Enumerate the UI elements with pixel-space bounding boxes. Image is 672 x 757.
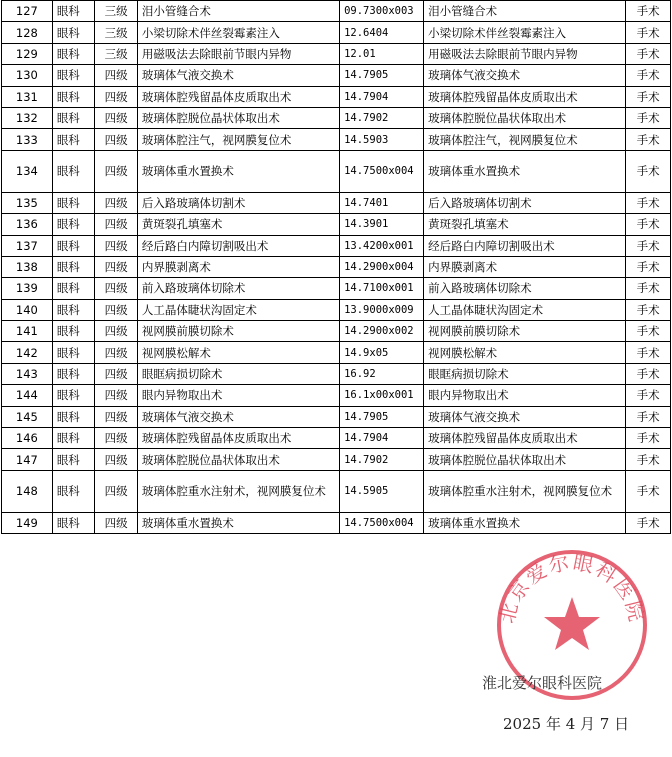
procedure-table-body	[2, 1, 671, 534]
footer-organization: 淮北爱尔眼科医院	[482, 674, 603, 692]
procedure-code-cell: 14.7500x004	[340, 512, 424, 533]
row-number: 149	[2, 512, 53, 533]
type-cell: 手术	[626, 428, 671, 449]
table-row	[2, 299, 671, 320]
department-cell: 眼科	[52, 363, 95, 384]
type-cell: 手术	[626, 449, 671, 470]
type-cell: 手术	[626, 86, 671, 107]
table-row	[2, 321, 671, 342]
row-number: 140	[2, 299, 53, 320]
department-cell: 眼科	[52, 1, 95, 22]
department-cell: 眼科	[52, 299, 95, 320]
level-cell: 四级	[95, 449, 138, 470]
procedure-name-cell: 玻璃体腔注气，视网膜复位术	[137, 129, 339, 150]
department-cell: 眼科	[52, 470, 95, 512]
level-cell: 四级	[95, 192, 138, 213]
table-row	[2, 86, 671, 107]
table-row	[2, 129, 671, 150]
procedure-code-cell: 14.7500x004	[340, 150, 424, 192]
department-cell: 眼科	[52, 235, 95, 256]
procedure-name2-cell: 视网膜前膜切除术	[424, 321, 626, 342]
level-cell: 四级	[95, 278, 138, 299]
procedure-name2-cell: 眼内异物取出术	[424, 385, 626, 406]
procedure-name-cell: 眼内异物取出术	[137, 385, 339, 406]
table-row	[2, 235, 671, 256]
department-cell: 眼科	[52, 428, 95, 449]
procedure-name2-cell: 玻璃体腔残留晶体皮质取出术	[424, 428, 626, 449]
procedure-code-cell: 14.7904	[340, 428, 424, 449]
row-number: 131	[2, 86, 53, 107]
table-row	[2, 22, 671, 43]
department-cell: 眼科	[52, 65, 95, 86]
department-cell: 眼科	[52, 214, 95, 235]
level-cell: 四级	[95, 235, 138, 256]
procedure-name-cell: 人工晶体睫状沟固定术	[137, 299, 339, 320]
row-number: 141	[2, 321, 53, 342]
procedure-name-cell: 泪小管缝合术	[137, 1, 339, 22]
type-cell: 手术	[626, 406, 671, 427]
table-row	[2, 107, 671, 128]
table-row	[2, 385, 671, 406]
procedure-code-cell: 13.9000x009	[340, 299, 424, 320]
table-row	[2, 150, 671, 192]
department-cell: 眼科	[52, 256, 95, 277]
procedure-name2-cell: 玻璃体气液交换术	[424, 65, 626, 86]
row-number: 135	[2, 192, 53, 213]
row-number: 138	[2, 256, 53, 277]
row-number: 146	[2, 428, 53, 449]
row-number: 132	[2, 107, 53, 128]
level-cell: 四级	[95, 107, 138, 128]
procedure-name2-cell: 用磁吸法去除眼前节眼内异物	[424, 43, 626, 64]
table-row	[2, 256, 671, 277]
procedure-code-cell: 12.01	[340, 43, 424, 64]
procedure-name-cell: 黄斑裂孔填塞术	[137, 214, 339, 235]
type-cell: 手术	[626, 342, 671, 363]
table-row	[2, 449, 671, 470]
level-cell: 四级	[95, 470, 138, 512]
department-cell: 眼科	[52, 449, 95, 470]
procedure-code-cell: 14.2900x002	[340, 321, 424, 342]
procedure-code-cell: 14.7401	[340, 192, 424, 213]
row-number: 133	[2, 129, 53, 150]
level-cell: 四级	[95, 86, 138, 107]
procedure-name2-cell: 黄斑裂孔填塞术	[424, 214, 626, 235]
type-cell: 手术	[626, 256, 671, 277]
procedure-name2-cell: 后入路玻璃体切割术	[424, 192, 626, 213]
svg-text:北京爱尔眼科医院: 北京爱尔眼科医院	[494, 549, 650, 626]
procedure-code-cell: 14.7100x001	[340, 278, 424, 299]
level-cell: 四级	[95, 428, 138, 449]
table-row	[2, 65, 671, 86]
type-cell: 手术	[626, 1, 671, 22]
procedure-code-cell: 14.5903	[340, 129, 424, 150]
procedure-name-cell: 玻璃体气液交换术	[137, 406, 339, 427]
type-cell: 手术	[626, 192, 671, 213]
seal-star-icon	[544, 597, 600, 650]
level-cell: 三级	[95, 1, 138, 22]
procedure-name-cell: 后入路玻璃体切割术	[137, 192, 339, 213]
procedure-table	[1, 0, 671, 534]
procedure-name2-cell: 视网膜松解术	[424, 342, 626, 363]
type-cell: 手术	[626, 65, 671, 86]
row-number: 127	[2, 1, 53, 22]
procedure-name-cell: 用磁吸法去除眼前节眼内异物	[137, 43, 339, 64]
procedure-code-cell: 14.9x05	[340, 342, 424, 363]
level-cell: 四级	[95, 363, 138, 384]
procedure-name2-cell: 内界膜剥离术	[424, 256, 626, 277]
row-number: 139	[2, 278, 53, 299]
type-cell: 手术	[626, 470, 671, 512]
department-cell: 眼科	[52, 150, 95, 192]
procedure-name-cell: 小梁切除术伴丝裂霉素注入	[137, 22, 339, 43]
department-cell: 眼科	[52, 385, 95, 406]
level-cell: 三级	[95, 22, 138, 43]
type-cell: 手术	[626, 363, 671, 384]
level-cell: 四级	[95, 214, 138, 235]
row-number: 145	[2, 406, 53, 427]
row-number: 148	[2, 470, 53, 512]
procedure-code-cell: 16.92	[340, 363, 424, 384]
department-cell: 眼科	[52, 43, 95, 64]
type-cell: 手术	[626, 235, 671, 256]
department-cell: 眼科	[52, 406, 95, 427]
level-cell: 四级	[95, 299, 138, 320]
procedure-name-cell: 眼眶病损切除术	[137, 363, 339, 384]
procedure-name2-cell: 小梁切除术伴丝裂霉素注入	[424, 22, 626, 43]
table-row	[2, 428, 671, 449]
type-cell: 手术	[626, 278, 671, 299]
table-row	[2, 1, 671, 22]
procedure-code-cell: 14.7902	[340, 107, 424, 128]
type-cell: 手术	[626, 321, 671, 342]
level-cell: 四级	[95, 512, 138, 533]
procedure-name2-cell: 玻璃体气液交换术	[424, 406, 626, 427]
table-row	[2, 214, 671, 235]
row-number: 128	[2, 22, 53, 43]
procedure-code-cell: 13.4200x001	[340, 235, 424, 256]
procedure-name2-cell: 玻璃体重水置换术	[424, 512, 626, 533]
procedure-name-cell: 玻璃体腔脱位晶状体取出术	[137, 107, 339, 128]
procedure-name2-cell: 经后路白内障切割吸出术	[424, 235, 626, 256]
procedure-name2-cell: 人工晶体睫状沟固定术	[424, 299, 626, 320]
department-cell: 眼科	[52, 107, 95, 128]
type-cell: 手术	[626, 385, 671, 406]
table-row	[2, 342, 671, 363]
type-cell: 手术	[626, 107, 671, 128]
procedure-code-cell: 16.1x00x001	[340, 385, 424, 406]
row-number: 142	[2, 342, 53, 363]
procedure-name-cell: 玻璃体重水置换术	[137, 512, 339, 533]
procedure-name2-cell: 玻璃体腔注气，视网膜复位术	[424, 129, 626, 150]
procedure-code-cell: 14.5905	[340, 470, 424, 512]
row-number: 130	[2, 65, 53, 86]
department-cell: 眼科	[52, 192, 95, 213]
table-row	[2, 363, 671, 384]
procedure-code-cell: 14.3901	[340, 214, 424, 235]
department-cell: 眼科	[52, 278, 95, 299]
procedure-name2-cell: 玻璃体腔残留晶体皮质取出术	[424, 86, 626, 107]
level-cell: 四级	[95, 385, 138, 406]
procedure-name2-cell: 前入路玻璃体切除术	[424, 278, 626, 299]
procedure-code-cell: 14.7904	[340, 86, 424, 107]
procedure-name-cell: 玻璃体腔脱位晶状体取出术	[137, 449, 339, 470]
procedure-code-cell: 12.6404	[340, 22, 424, 43]
row-number: 134	[2, 150, 53, 192]
procedure-name2-cell: 玻璃体腔脱位晶状体取出术	[424, 449, 626, 470]
row-number: 129	[2, 43, 53, 64]
level-cell: 三级	[95, 43, 138, 64]
type-cell: 手术	[626, 43, 671, 64]
row-number: 137	[2, 235, 53, 256]
level-cell: 四级	[95, 256, 138, 277]
procedure-code-cell: 14.7905	[340, 406, 424, 427]
procedure-name-cell: 玻璃体腔残留晶体皮质取出术	[137, 428, 339, 449]
procedure-name2-cell: 眼眶病损切除术	[424, 363, 626, 384]
type-cell: 手术	[626, 22, 671, 43]
type-cell: 手术	[626, 129, 671, 150]
row-number: 136	[2, 214, 53, 235]
procedure-name-cell: 玻璃体重水置换术	[137, 150, 339, 192]
table-row	[2, 406, 671, 427]
table-row	[2, 278, 671, 299]
department-cell: 眼科	[52, 342, 95, 363]
department-cell: 眼科	[52, 22, 95, 43]
footer-date: 2025 年 4 月 7 日	[503, 715, 630, 733]
procedure-name2-cell: 玻璃体腔脱位晶状体取出术	[424, 107, 626, 128]
department-cell: 眼科	[52, 129, 95, 150]
level-cell: 四级	[95, 65, 138, 86]
level-cell: 四级	[95, 342, 138, 363]
procedure-name-cell: 视网膜前膜切除术	[137, 321, 339, 342]
procedure-name2-cell: 玻璃体腔重水注射术，视网膜复位术	[424, 470, 626, 512]
level-cell: 四级	[95, 150, 138, 192]
procedure-name-cell: 前入路玻璃体切除术	[137, 278, 339, 299]
table-row	[2, 192, 671, 213]
department-cell: 眼科	[52, 86, 95, 107]
procedure-code-cell: 14.2900x004	[340, 256, 424, 277]
table-row	[2, 470, 671, 512]
level-cell: 四级	[95, 406, 138, 427]
type-cell: 手术	[626, 214, 671, 235]
type-cell: 手术	[626, 299, 671, 320]
row-number: 147	[2, 449, 53, 470]
procedure-name-cell: 内界膜剥离术	[137, 256, 339, 277]
row-number: 144	[2, 385, 53, 406]
procedure-name-cell: 视网膜松解术	[137, 342, 339, 363]
level-cell: 四级	[95, 321, 138, 342]
table-row	[2, 43, 671, 64]
procedure-name2-cell: 泪小管缝合术	[424, 1, 626, 22]
type-cell: 手术	[626, 512, 671, 533]
procedure-code-cell: 09.7300x003	[340, 1, 424, 22]
table-row	[2, 512, 671, 533]
procedure-name2-cell: 玻璃体重水置换术	[424, 150, 626, 192]
procedure-name-cell: 玻璃体气液交换术	[137, 65, 339, 86]
type-cell: 手术	[626, 150, 671, 192]
procedure-code-cell: 14.7902	[340, 449, 424, 470]
department-cell: 眼科	[52, 321, 95, 342]
procedure-name-cell: 经后路白内障切割吸出术	[137, 235, 339, 256]
level-cell: 四级	[95, 129, 138, 150]
procedure-name-cell: 玻璃体腔残留晶体皮质取出术	[137, 86, 339, 107]
procedure-name-cell: 玻璃体腔重水注射术，视网膜复位术	[137, 470, 339, 512]
procedure-code-cell: 14.7905	[340, 65, 424, 86]
department-cell: 眼科	[52, 512, 95, 533]
row-number: 143	[2, 363, 53, 384]
